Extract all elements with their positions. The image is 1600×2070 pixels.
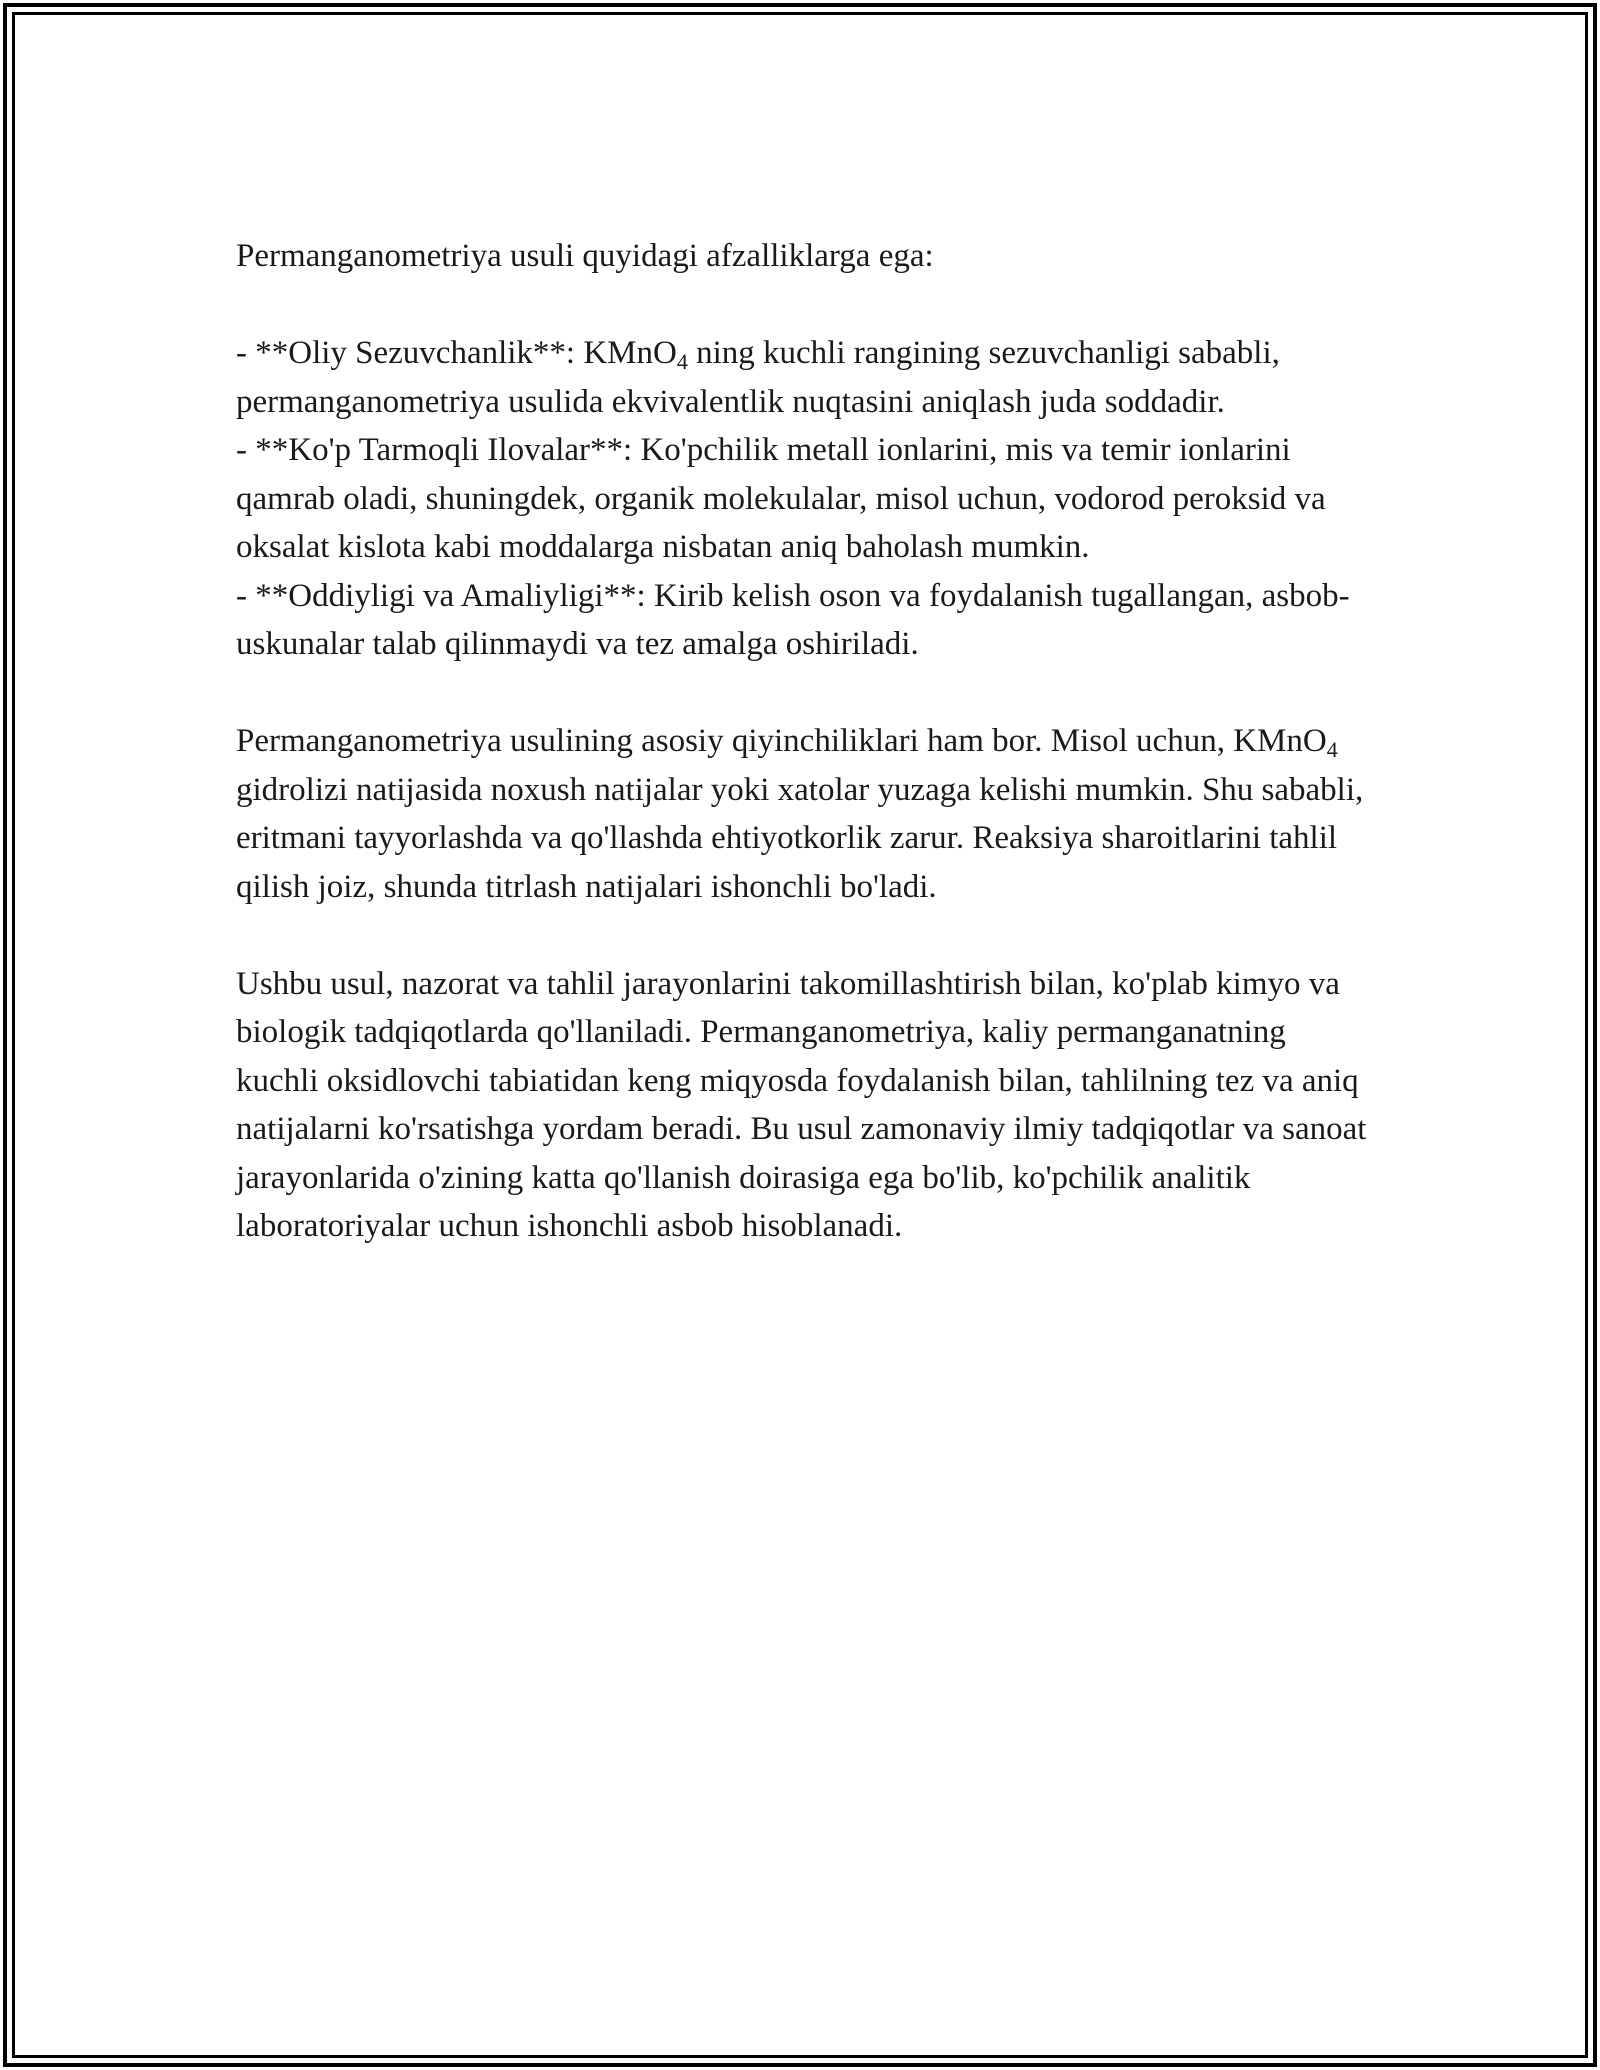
bullet-sensitivity-prefix: - **Oliy Sezuvchanlik**: KMnO	[236, 335, 677, 371]
spacer	[236, 911, 1376, 960]
spacer	[236, 669, 1376, 718]
document-body	[236, 232, 1376, 1251]
bullet-sensitivity-rest: ning kuchli rangining sezuvchanligi sababli, permanganometriya usulida ekvivalentlik nuqtasini aniqlash juda soddadir.	[236, 335, 1280, 420]
paragraph-difficulties-after: gidrolizi natijasida noxush natijalar yoki xatolar yuzaga kelishi mumkin. Shu sababli, eritmani tayyorlashda va qo'llashda ehtiyotkorlik zarur. Reaksiya sharoitlarini tahlil qilish joiz, shunda titrlash natijalari ishonchli bo'ladi.	[236, 771, 1364, 905]
bullet-sensitivity	[236, 329, 1376, 426]
subscript-4: 4	[676, 349, 688, 374]
intro-line: Permanganometriya usuli quyidagi afzalliklarga ega:	[236, 238, 934, 274]
paragraph-usage: Ushbu usul, nazorat va tahlil jarayonlarini takomillashtirish bilan, ko'plab kimyo va biologik tadqiqotlarda qo'llaniladi. Permanganometriya, kaliy permanganatning kuchli oksidlovchi tabiatidan keng miqyosda foydalanish bilan, tahlilning tez va aniq natijalarni ko'rsatishga yordam beradi. Bu usul zamonaviy ilmiy tadqiqotlar va sanoat jarayonlarida o'zining katta qo'llanish doirasiga ega bo'lib, ko'pchilik analitik laboratoriyalar uchun ishonchli asbob hisoblanadi.	[236, 965, 1367, 1244]
subscript-4: 4	[1326, 737, 1338, 762]
paragraph-difficulties	[236, 717, 1376, 911]
bullet-simplicity: - **Oddiyligi va Amaliyligi**: Kirib kelish oson va foydalanish tugallangan, asbob-uskunalar talab qilinmaydi va tez amalga oshiriladi.	[236, 577, 1350, 662]
spacer	[236, 281, 1376, 330]
bullet-applications: - **Ko'p Tarmoqli Ilovalar**: Ko'pchilik metall ionlarini, mis va temir ionlarini qamrab oladi, shuningdek, organik molekulalar, misol uchun, vodorod peroksid va oksalat kislota kabi moddalarga nisbatan aniq baholash mumkin.	[236, 432, 1326, 565]
paragraph-difficulties-before: Permanganometriya usulining asosiy qiyinchiliklari ham bor. Misol uchun, KMnO	[236, 723, 1327, 759]
